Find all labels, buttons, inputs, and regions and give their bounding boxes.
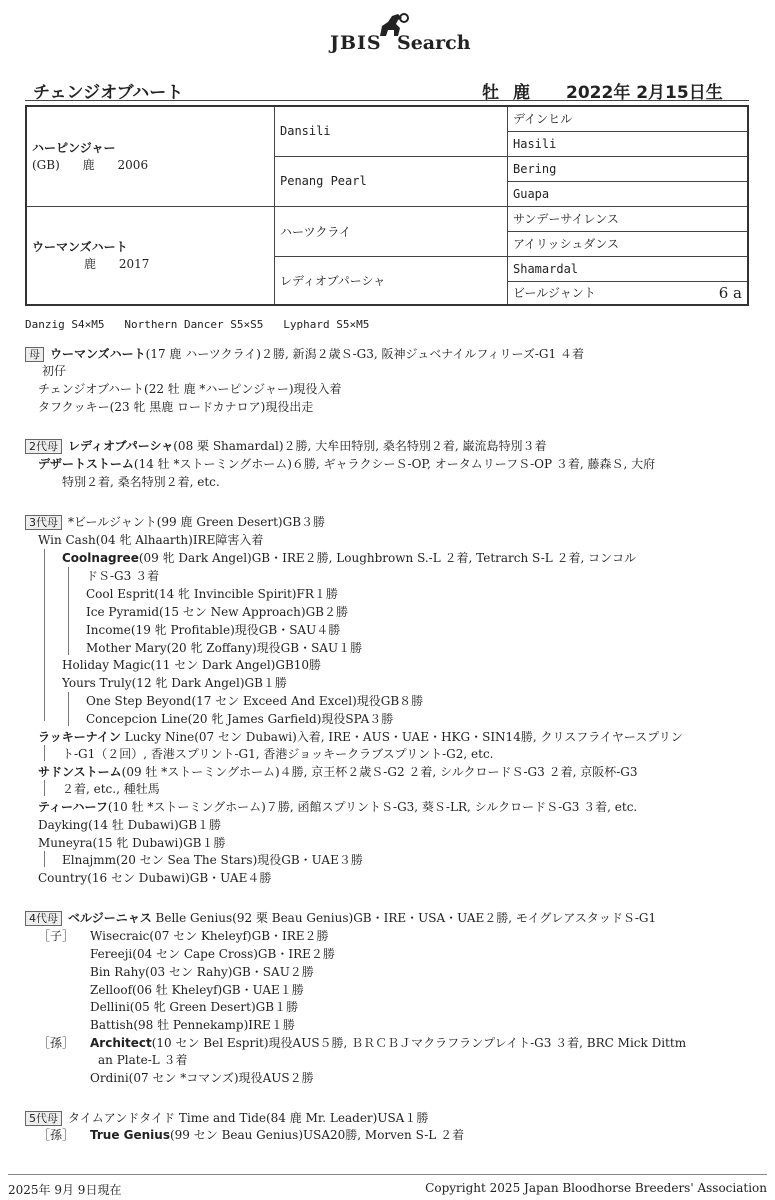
coolnagree-line <box>62 550 636 566</box>
tree-line-1 <box>44 549 45 721</box>
g3-6: アイリッシュダンス <box>508 231 749 256</box>
dam-cell <box>26 206 275 305</box>
tea-half-record: (10 牡 *ストーミングホーム)７勝, 函館スプリントＳ-G3, 葵Ｓ-LR, シルクロードＳ-G3 ３着, etc. <box>107 800 638 814</box>
lucky-nine-name: ラッキーナイン <box>38 730 121 744</box>
logo-jbis: JBIS <box>330 32 382 54</box>
country: Country(16 セン Dubawi)GB・UAE４勝 <box>38 871 272 885</box>
zelloof: Zelloof(06 牡 Kheleyf)GB・UAE１勝 <box>90 983 304 997</box>
dellini: Dellini(05 牝 Green Desert)GB１勝 <box>90 1000 299 1014</box>
tag-fifth-dam: 5代母 <box>25 1111 62 1126</box>
ice-pyramid: Ice Pyramid(15 セン New Approach)GB２勝 <box>86 605 348 619</box>
fourth-dam-name: ベルジーニャス <box>68 911 152 925</box>
ordini: Ordini(07 セン *コマンズ)現役AUS２勝 <box>90 1071 314 1085</box>
footer-rule <box>8 1174 767 1175</box>
third-dam-line <box>25 514 325 530</box>
horse-color: 鹿 <box>513 83 530 103</box>
birth-date: 2022年 2月15日生 <box>566 83 723 103</box>
family-number: 6 a <box>718 283 742 302</box>
sire-cell <box>26 106 275 206</box>
g3-7: Shamardal <box>508 256 749 281</box>
income: Income(19 牝 Profitable)現役GB・SAU４勝 <box>86 623 341 637</box>
fifth-dam-record: タイムアンドタイド Time and Tide(84 鹿 Mr. Leader)USA１勝 <box>68 1111 429 1125</box>
true-genius-line <box>90 1127 464 1143</box>
sudden-storm-record: (09 牡 *ストーミングホーム)４勝, 京王杯２歳Ｓ-G2 ２着, シルクロードＳ-G3 ２着, 京阪杯-G3 <box>121 765 638 779</box>
g3-8-cell <box>508 281 749 305</box>
win-cash: Win Cash(04 牝 Alhaarth)IRE障害入着 <box>38 533 264 547</box>
sudden-storm-line <box>38 764 637 780</box>
dam-name: ウーマンズハート <box>32 240 128 255</box>
tree-line-5 <box>44 780 45 796</box>
mother-mary: Mother Mary(20 牝 Zoffany)現役GB・SAU１勝 <box>86 641 363 655</box>
fourth-dam-record: Belle Genius(92 栗 Beau Genius)GB・IRE・USA・UAE２勝, モイグレアスタッドＳ-G1 <box>151 911 657 925</box>
dam-line <box>25 346 584 362</box>
tag-fourth-dam: 4代母 <box>25 911 62 926</box>
muneyra: Muneyra(15 牝 Dubawi)GB１勝 <box>38 836 226 850</box>
sudden-storm-name: サドンストーム <box>38 765 122 779</box>
g3-1: デインヒル <box>508 106 749 131</box>
fourth-dam-line <box>25 910 656 926</box>
granddam-name: レディオブパーシャ <box>68 439 174 453</box>
desert-storm-cont: 特別２着, 桑名特別２着, etc. <box>62 475 220 489</box>
third-dam-record: *ビールジャント(99 鹿 Green Desert)GB３勝 <box>68 515 326 529</box>
fereeji: Fereeji(04 セン Cape Cross)GB・IRE２勝 <box>90 947 335 961</box>
g3-2: Hasili <box>508 131 749 156</box>
architect-line <box>90 1035 686 1051</box>
granddam-record: (08 栗 Shamardal)２勝, 大牟田特別, 桑名特別２着, 巌流島特別３着 <box>173 439 547 453</box>
g3-3: Bering <box>508 156 749 181</box>
desert-storm-line <box>38 456 655 472</box>
cool-esprit: Cool Esprit(14 牝 Invincible Spirit)FR１勝 <box>86 587 338 601</box>
true-genius-record: (99 セン Beau Genius)USA20勝, Morven S-L ２着 <box>169 1128 465 1142</box>
coolnagree-cont: ドＳ-G3 ３着 <box>86 569 160 583</box>
g3-4: Guapa <box>508 181 749 206</box>
footer-copyright: Copyright 2025 Japan Bloodhorse Breeders' Association <box>425 1181 767 1195</box>
dam-sire-cell: ハーツクライ <box>275 206 508 256</box>
sire-sire-cell: Dansili <box>275 106 508 156</box>
true-genius-name: True Genius <box>90 1128 170 1142</box>
bin-rahy: Bin Rahy(03 セン Rahy)GB・SAU２勝 <box>90 965 314 979</box>
pedigree-table <box>25 105 749 306</box>
footer-date: 2025年 9月 9日現在 <box>8 1183 122 1197</box>
architect-name: Architect <box>90 1036 152 1050</box>
tree-line-4 <box>44 745 45 761</box>
dam-record: (17 鹿 ハーツクライ)２勝, 新潟２歳Ｓ-G3, 阪神ジュベナイルフィリーズ-G1 ４着 <box>145 347 584 361</box>
jbis-logo <box>330 12 471 54</box>
sire-name: ハーピンジャー <box>32 141 116 156</box>
one-step-beyond: One Step Beyond(17 セン Exceed And Excel)現役GB８勝 <box>86 694 424 708</box>
lucky-nine-line <box>38 729 683 745</box>
dam-detail: 鹿 2017 <box>84 257 150 272</box>
elnajmm: Elnajmm(20 セン Sea The Stars)現役GB・UAE３勝 <box>62 853 363 867</box>
architect-cont: an Plate-L ３着 <box>98 1053 188 1067</box>
dam-horse-name: ウーマンズハート <box>50 347 146 361</box>
lucky-nine-record: Lucky Nine(07 セン Dubawi)入着, IRE・AUS・UAE・HKG・SIN14勝, クリスフライヤースプリン <box>120 730 683 744</box>
dam-dam-cell: レディオブパーシャ <box>275 256 508 305</box>
concepcion-line: Concepcion Line(20 牝 James Garfield)現役SPA３勝 <box>86 712 394 726</box>
sudden-storm-cont: ２着, etc., 種牡馬 <box>62 782 160 796</box>
horse-sex: 牡 <box>482 83 499 103</box>
battish: Battish(98 牡 Pennekamp)IRE１勝 <box>90 1018 295 1032</box>
wisecraic: Wisecraic(07 セン Kheleyf)GB・IRE２勝 <box>90 929 329 943</box>
tree-line-6 <box>44 851 45 867</box>
tree-line-3 <box>68 692 69 726</box>
first-foal: 初仔 <box>42 364 67 378</box>
offspring-2: タフクッキー(23 牝 黒鹿 ロードカナロア)現役出走 <box>38 400 314 414</box>
coolnagree-record: (09 牝 Dark Angel)GB・IRE２勝, Loughbrown S.-L ２着, Tetrarch S-L ２着, コンコル <box>138 551 637 565</box>
tag-third-dam: 3代母 <box>25 515 62 530</box>
title-rule <box>25 100 749 101</box>
offspring-1: チェンジオブハート(22 牡 鹿 *ハーピンジャー)現役入着 <box>38 382 342 396</box>
yours-truly: Yours Truly(12 牝 Dark Angel)GB１勝 <box>62 676 287 690</box>
sire-detail: (GB) 鹿 2006 <box>32 158 149 173</box>
sire-dam-cell: Penang Pearl <box>275 156 508 206</box>
tag-granddam: 2代母 <box>25 439 62 454</box>
architect-record: (10 セン Bel Esprit)現役AUS５勝, ＢＲＣＢＪマクラフランプレイト-G3 ３着, BRC Mick Dittm <box>151 1036 687 1050</box>
holiday-magic: Holiday Magic(11 セン Dark Angel)GB10勝 <box>62 658 322 672</box>
tea-half-name: ティーハーフ <box>38 800 108 814</box>
tag-dam: 母 <box>25 347 44 362</box>
tea-half-line <box>38 799 637 815</box>
dayking: Dayking(14 牡 Dubawi)GB１勝 <box>38 818 222 832</box>
horse-name: チェンジオブハート <box>33 83 184 103</box>
tree-line-2 <box>68 567 69 655</box>
children-bracket: ［子］ <box>38 929 75 943</box>
lucky-nine-cont: ト-G1（２回）, 香港スプリント-G1, 香港ジョッキークラブスプリント-G2, etc. <box>62 747 494 761</box>
coolnagree-name: Coolnagree <box>62 551 139 565</box>
granddam-line <box>25 438 546 454</box>
g3-8: ビールジャント <box>513 285 596 300</box>
desert-storm-name: デザートストーム <box>38 457 134 471</box>
inbreeding: Danzig S4×M5 Northern Dancer S5×S5 Lyphard S5×M5 <box>25 318 370 331</box>
desert-storm-record: (14 牡 *ストーミングホーム)６勝, ギャラクシーＳ-OP, オータムリーフＳ-OP ３着, 藤森Ｓ, 大府 <box>133 457 656 471</box>
grandchildren-bracket-2: ［孫］ <box>38 1128 75 1142</box>
grandchildren-bracket-1: ［孫］ <box>38 1036 75 1050</box>
logo-search: Search <box>397 32 471 54</box>
g3-5: サンデーサイレンス <box>508 206 749 231</box>
fifth-dam-line <box>25 1110 428 1126</box>
